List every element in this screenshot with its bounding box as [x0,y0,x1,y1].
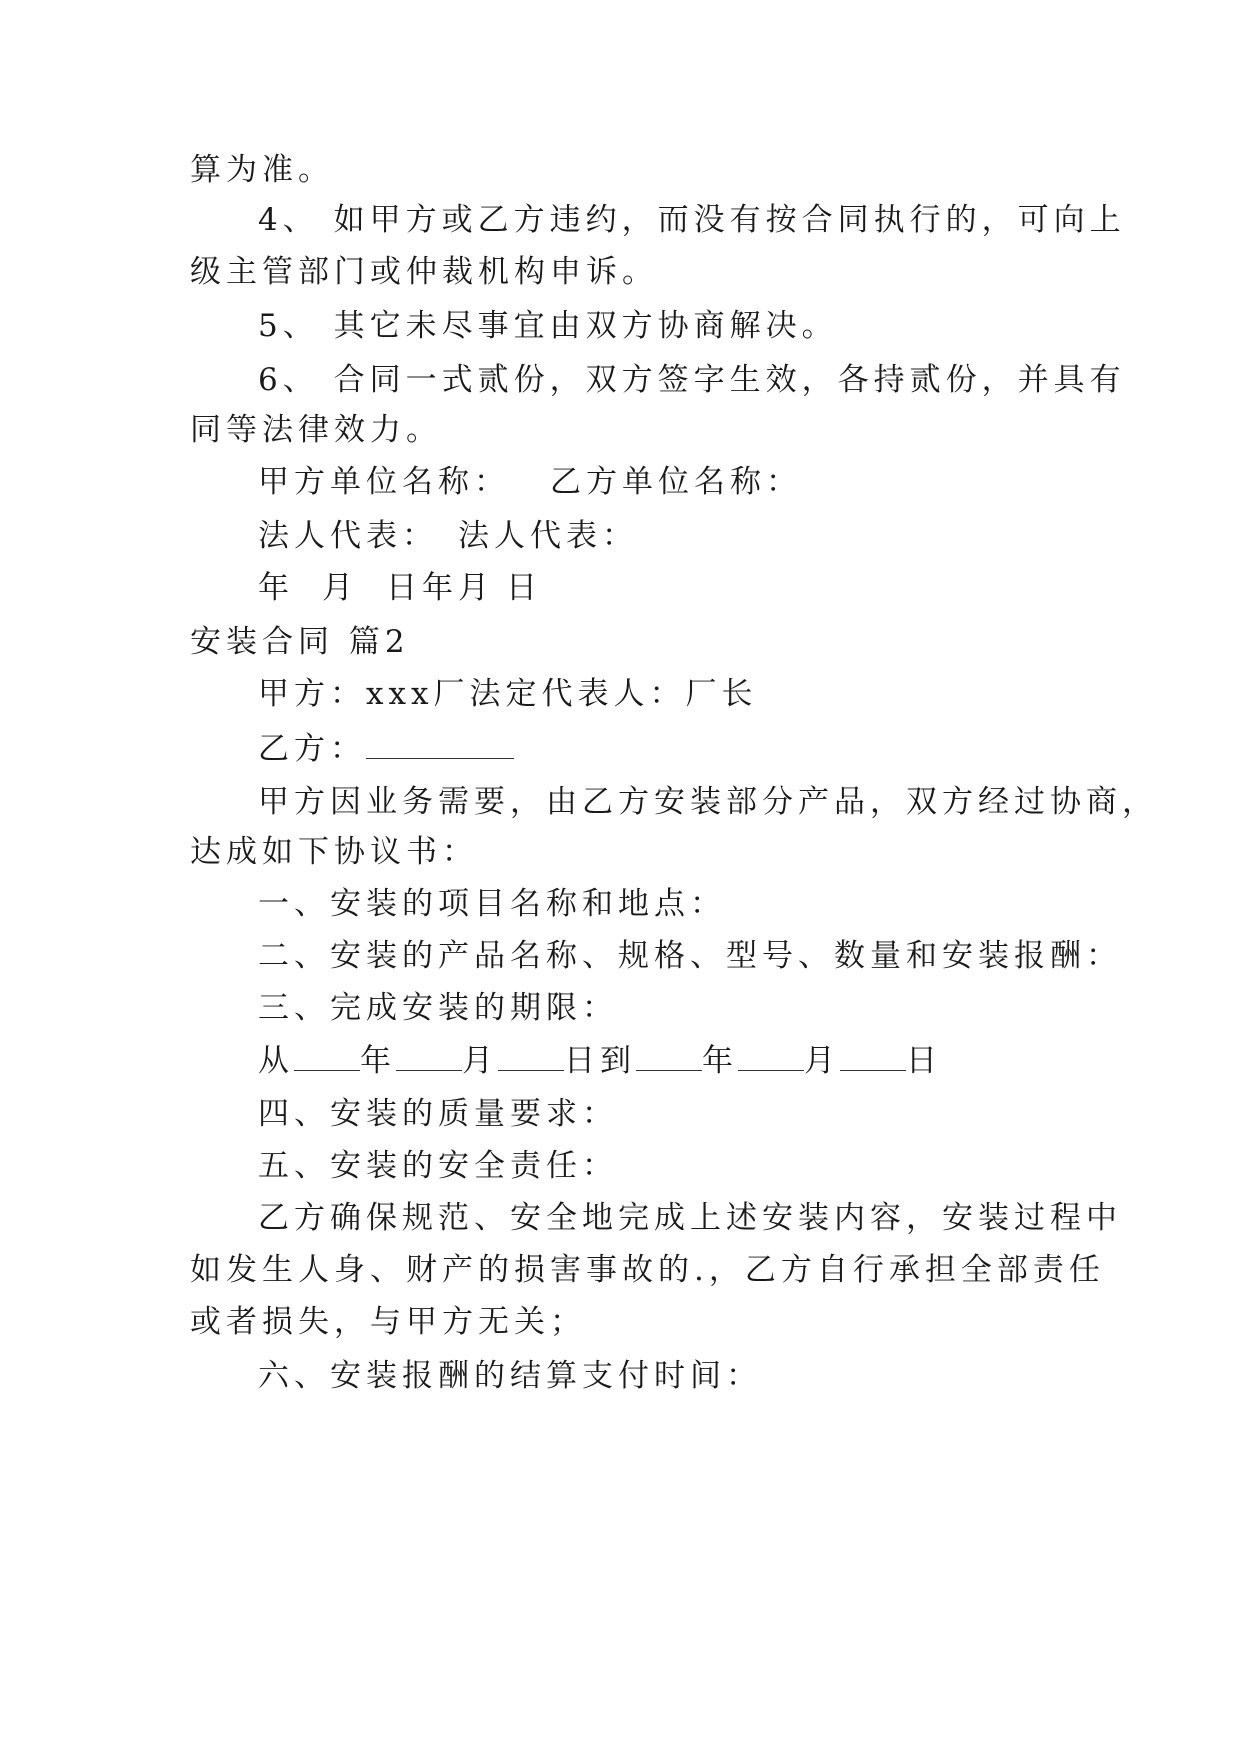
safety-line-3 [190,1302,1070,1342]
text-run: 四、安装的质量要求： [258,1096,618,1132]
text-run: 6、 合同一式贰份，双方签字生效，各持贰份，并具有 [258,362,1126,398]
text-run: 五、安装的安全责任： [258,1148,618,1184]
item-3 [258,988,1138,1028]
period-from: 从 [258,1043,294,1079]
safety-line-1 [258,1198,1138,1238]
item-4 [258,1094,1138,1134]
safety-line-2 [190,1250,1105,1290]
party-a-name-label: 甲方单位名称： [258,464,510,500]
intro-line-2 [190,832,1070,872]
party-b-label: 乙方： [258,731,366,767]
period-month-end: 月 [804,1043,840,1079]
party-a-legal-rep-label: 法人代表： [258,518,438,554]
item-6 [258,1356,1138,1396]
text-run: 达成如下协议书： [190,834,478,870]
date-line [258,568,1138,608]
blank-field [840,1040,906,1071]
clause-6-line-2 [190,410,1070,450]
period-day-end: 日 [906,1043,942,1079]
text-run: 甲方因业务需要，由乙方安装部分产品，双方经过协商， [258,784,1158,820]
text-run: 乙方确保规范、安全地完成上述安装内容，安装过程中 [258,1200,1122,1236]
paragraph-line [190,150,1070,190]
text-run: 算为准。 [190,152,334,188]
text-run: 5、 其它未尽事宜由双方协商解决。 [258,308,838,344]
text-run: 同等法律效力。 [190,412,442,448]
legal-rep-line [258,516,1138,556]
blank-field [396,1040,462,1071]
date-month: 月 [322,570,358,606]
date-day: 日 [506,570,542,606]
clause-4-line-1 [258,200,1138,240]
period-day-to: 日到 [564,1043,636,1079]
period-line [258,1040,1138,1081]
item-5 [258,1146,1138,1186]
section-heading [190,622,1070,662]
text-run: 安装合同 篇2 [190,624,410,660]
blank-field [498,1040,564,1071]
blank-field [738,1040,804,1071]
intro-line-1 [258,782,1158,822]
date-day-year-month: 日年月 [386,570,494,606]
period-year-end: 年 [702,1043,738,1079]
text-run: 级主管部门或仲裁机构申诉。 [190,254,658,290]
blank-field [294,1040,360,1071]
text-run: 4、 如甲方或乙方违约，而没有按合同执行的，可向上 [258,202,1126,238]
text-run: 甲方：xxx厂法定代表人：厂长 [258,676,758,712]
period-year: 年 [360,1043,396,1079]
party-a-line [258,674,1138,714]
party-b-legal-rep-label: 法人代表： [458,518,638,554]
party-b-line [258,728,1138,769]
item-1 [258,884,1138,924]
party-b-name-label: 乙方单位名称： [550,464,802,500]
blank-field [636,1040,702,1071]
text-run: 一、安装的项目名称和地点： [258,886,726,922]
period-month: 月 [462,1043,498,1079]
text-run: 六、安装报酬的结算支付时间： [258,1358,762,1394]
clause-4-line-2 [190,252,1070,292]
text-run: 或者损失，与甲方无关； [190,1304,586,1340]
date-year: 年 [258,570,294,606]
text-run: 如发生人身、财产的损害事故的.，乙方自行承担全部责任 [190,1252,1105,1288]
clause-6-line-1 [258,360,1138,400]
clause-5 [258,306,1138,346]
item-2 [258,936,1138,976]
text-run: 三、完成安装的期限： [258,990,618,1026]
party-b-blank [366,728,514,759]
text-run: 二、安装的产品名称、规格、型号、数量和安装报酬： [258,938,1122,974]
party-names-line [258,462,1138,502]
